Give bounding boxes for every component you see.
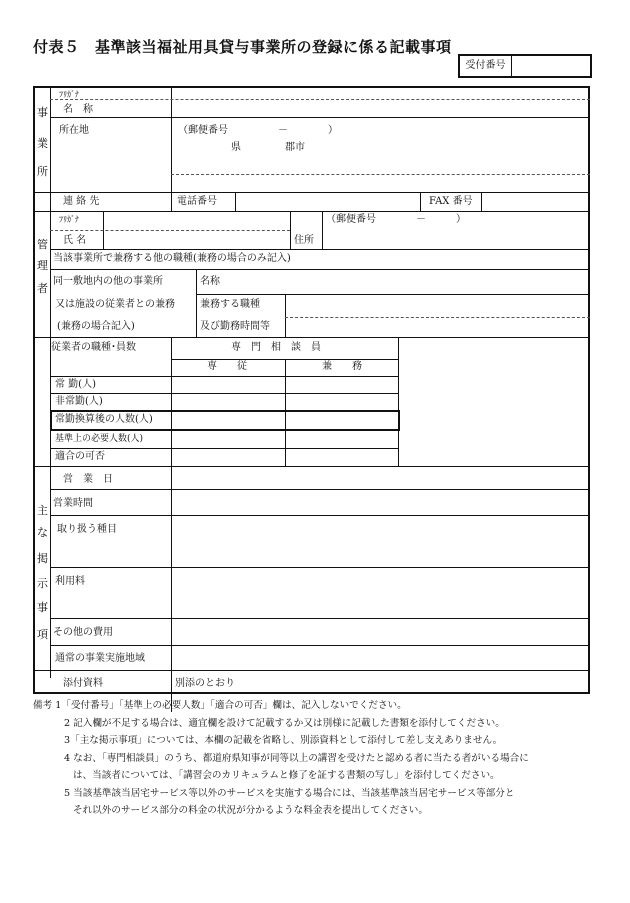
items-label: 取り扱う種目 [57,524,117,535]
side-label-manager-2: 理 [37,259,48,272]
remark-2: 2 記入欄が不足する場合は、適宜欄を設けて記載するか又は別様に記載した書類を添付してください。 [64,717,505,729]
remark-1: 1「受付番号」「基準上の必要人数」「適合の可否」欄は、記入しないでください。 [55,700,407,711]
side-label-manager-1: 管 [37,238,48,251]
remarks [33,697,613,820]
side-label-postings-1: 主 [37,504,48,517]
office-phone-label: 電話番号 [177,196,217,207]
manager-co-job-label-1: 兼務する職種 [200,299,260,310]
side-label-office-2: 業 [37,137,48,150]
staff-row-fulltime: 常 勤(人) [55,379,96,390]
side-label-postings-6: 項 [37,628,48,641]
office-pref-label: 県 [231,142,241,153]
attached-value: 別添のとおり [175,678,235,689]
side-label-manager-3: 者 [37,282,48,295]
side-label-postings-4: 示 [37,577,48,590]
business-days-label: 営 業 日 [63,474,113,485]
manager-co-job-label-2: 及び勤務時間等 [200,321,270,332]
office-address-label: 所在地 [59,125,89,136]
office-name-label: 名 称 [63,104,93,115]
staff-parttime-label: 兼 務 [322,361,362,372]
staff-row-parttime: 非常勤(人) [55,396,103,407]
manager-address-label: 住所 [294,235,314,246]
staff-row-conformity: 適合の可否 [55,451,105,462]
remark-4: 4 なお、「専門相談員」のうち、都道府県知事が同等以上の講習を受けたと認める者に当たる者がいる場合に [64,752,529,764]
staff-fulltime-label: 専 従 [207,361,247,372]
office-fax-label: FAX 番号 [429,196,473,207]
manager-same-site-label-3: (兼務の場合記入) [57,321,135,332]
side-column-divider [50,88,51,678]
business-hours-label: 営業時間 [53,498,93,509]
side-label-postings-3: 掲 [37,552,48,565]
page-title: 付表５ 基準該当福祉用具貸与事業所の登録に係る記載事項 [33,38,452,56]
fees-label: 利用料 [55,576,85,587]
manager-same-site-label-2: 又は施設の従業者との兼務 [55,299,175,310]
remark-5-cont: それ以外のサービス部分の料金の状況が分かるような料金表を提出してください。 [73,805,428,816]
manager-postal-field[interactable]: （郵便番号 － ） [326,214,466,225]
side-label-office-3: 所 [37,165,48,178]
staff-header-label: 従業者の職種･員数 [51,342,136,353]
manager-same-site-label-1: 同一敷地内の他の事業所 [53,276,163,287]
other-fees-label: その他の費用 [53,627,113,638]
staff-row-fte: 常勤換算後の人数(人) [55,414,153,425]
registration-form-table [33,86,590,694]
receipt-number-field[interactable] [512,56,590,76]
office-contact-label: 連 絡 先 [63,196,100,207]
manager-furigana-label: ﾌﾘｶﾞﾅ [59,215,79,224]
staff-row-required: 基準上の必要人数(人) [55,434,144,444]
service-area-label: 通常の事業実施地域 [55,653,145,664]
remarks-label: 備考 [33,700,53,711]
office-furigana-label: ﾌﾘｶﾞﾅ [59,90,79,99]
side-label-postings-2: な [37,526,48,539]
remark-3: 3「主な掲示事項」については、本欄の記載を省略し、別添資料として添付して差し支えありません。 [64,735,503,746]
manager-co-name-label: 名称 [200,276,220,287]
attached-label: 添付資料 [63,678,103,689]
manager-name-label: 氏 名 [63,235,87,246]
receipt-number-label: 受付番号 [460,56,512,76]
manager-other-job-label: 当該事業所で兼務する他の職種(兼務の場合のみ記入) [53,253,291,264]
office-postal-field[interactable]: （郵便番号 － ） [178,125,338,136]
side-label-postings-5: 事 [37,601,48,614]
remark-5: 5 当該基準該当居宅サービス等以外のサービスを実施する場合には、当該基準該当居宅サービス等部分と [64,787,515,799]
staff-advisor-label: 専 門 相 談 員 [231,342,321,353]
side-label-office-1: 事 [37,106,48,119]
office-city-label: 郡市 [285,142,305,153]
receipt-number-box [458,54,592,78]
remark-4-cont: は、当該者については、「講習会のカリキュラムと修了を証する書類の写し」を添付してください。 [73,770,500,781]
